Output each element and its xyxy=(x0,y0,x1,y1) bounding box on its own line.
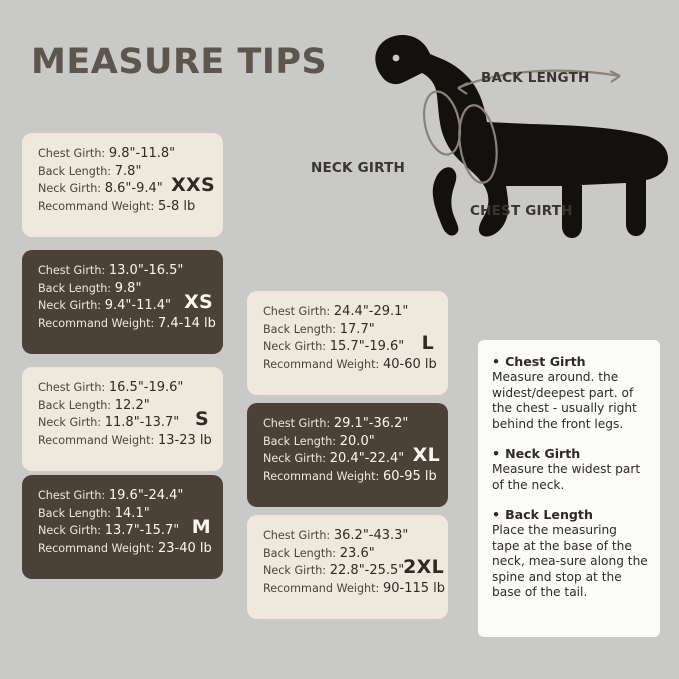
value-neck: 15.7"-19.6" xyxy=(329,339,405,354)
size-badge-2xl: 2XL xyxy=(403,556,444,578)
value-chest: 29.1"-36.2" xyxy=(333,416,409,431)
value-neck: 8.6"-9.4" xyxy=(104,181,163,196)
value-neck: 13.7"-15.7" xyxy=(104,523,180,538)
value-back: 9.8" xyxy=(114,280,142,296)
size-card-s[interactable] xyxy=(22,367,223,471)
page-title: MEASURE TIPS xyxy=(31,42,328,82)
measure-notes-panel xyxy=(478,340,660,637)
field-label-chest: Chest Girth: xyxy=(38,147,106,160)
value-weight: 13-23 lb xyxy=(157,432,212,448)
note-neck-girth-heading xyxy=(492,446,648,461)
value-weight: 5-8 lb xyxy=(157,198,196,214)
size-card-2xl[interactable] xyxy=(247,515,448,619)
value-chest: 13.0"-16.5" xyxy=(108,263,184,278)
value-neck: 22.8"-25.5" xyxy=(329,563,405,578)
note-neck-girth xyxy=(492,446,648,493)
value-neck: 20.4"-22.4" xyxy=(329,451,405,466)
value-weight: 40-60 lb xyxy=(382,356,437,372)
field-label-back: Back Length: xyxy=(38,398,112,412)
back-length-arrow-right xyxy=(610,71,620,82)
size-badge-l: L xyxy=(421,332,434,354)
size-badge-xxs: XXS xyxy=(171,174,215,196)
field-label-chest: Chest Girth: xyxy=(38,489,106,502)
value-chest: 36.2"-43.3" xyxy=(333,528,409,543)
value-neck: 9.4"-11.4" xyxy=(104,298,172,313)
size-card-xs[interactable] xyxy=(22,250,223,354)
value-back: 12.2" xyxy=(114,397,150,413)
size-card-m[interactable] xyxy=(22,475,223,579)
size-card-xl[interactable] xyxy=(247,403,448,507)
value-chest: 19.6"-24.4" xyxy=(108,488,184,503)
size-card-l[interactable] xyxy=(247,291,448,395)
field-label-neck: Neck Girth: xyxy=(263,340,327,353)
note-back-length xyxy=(492,507,648,601)
field-label-weight: Recommand Weight: xyxy=(38,541,155,555)
size-badge-s: S xyxy=(195,408,209,430)
field-label-chest: Chest Girth: xyxy=(38,381,106,394)
note-back-length-title: Back Length xyxy=(505,507,593,522)
field-label-weight: Recommand Weight: xyxy=(38,433,155,447)
value-back: 17.7" xyxy=(339,321,375,337)
field-label-chest: Chest Girth: xyxy=(263,529,331,542)
field-label-neck: Neck Girth: xyxy=(38,524,102,537)
field-label-chest: Chest Girth: xyxy=(38,264,106,277)
bullet-icon: • xyxy=(492,446,501,461)
dog-eye xyxy=(393,55,400,62)
value-back: 7.8" xyxy=(114,163,142,179)
note-neck-girth-text: Measure the widest part of the neck. xyxy=(492,462,641,492)
note-chest-girth-text: Measure around. the widest/deepest part. of the chest - usually right behind the front legs. xyxy=(492,370,637,431)
value-back: 14.1" xyxy=(114,505,150,521)
note-chest-girth xyxy=(492,354,648,432)
note-chest-girth-heading xyxy=(492,354,648,369)
field-label-back: Back Length: xyxy=(263,322,337,336)
dog-diagram xyxy=(330,28,679,258)
label-neck-girth: NECK GIRTH xyxy=(311,160,405,176)
size-badge-m: M xyxy=(191,516,211,538)
field-label-chest: Chest Girth: xyxy=(263,417,331,430)
value-weight: 90-115 lb xyxy=(382,580,446,596)
field-label-weight: Recommand Weight: xyxy=(263,581,380,595)
note-back-length-text: Place the measuring tape at the base of the neck, mea-sure along the spine and stop at the base of the tail. xyxy=(492,523,648,599)
value-neck: 11.8"-13.7" xyxy=(104,415,180,430)
value-chest: 16.5"-19.6" xyxy=(108,380,184,395)
field-label-weight: Recommand Weight: xyxy=(263,469,380,483)
value-back: 23.6" xyxy=(339,545,375,561)
field-label-neck: Neck Girth: xyxy=(38,182,102,195)
field-label-neck: Neck Girth: xyxy=(263,452,327,465)
size-badge-xl: XL xyxy=(412,444,440,466)
field-label-weight: Recommand Weight: xyxy=(38,199,155,213)
field-label-neck: Neck Girth: xyxy=(38,416,102,429)
label-chest-girth: CHEST GIRTH xyxy=(470,203,573,219)
value-chest: 24.4"-29.1" xyxy=(333,304,409,319)
field-label-back: Back Length: xyxy=(263,546,337,560)
field-label-neck: Neck Girth: xyxy=(263,564,327,577)
value-weight: 60-95 lb xyxy=(382,468,437,484)
label-back-length: BACK LENGTH xyxy=(481,70,590,86)
note-neck-girth-title: Neck Girth xyxy=(505,446,581,461)
field-label-back: Back Length: xyxy=(263,434,337,448)
bullet-icon: • xyxy=(492,507,501,522)
bullet-icon: • xyxy=(492,354,501,369)
field-label-back: Back Length: xyxy=(38,281,112,295)
value-back: 20.0" xyxy=(339,433,375,449)
field-label-neck: Neck Girth: xyxy=(38,299,102,312)
field-label-weight: Recommand Weight: xyxy=(38,316,155,330)
field-label-back: Back Length: xyxy=(38,506,112,520)
note-back-length-heading xyxy=(492,507,648,522)
value-weight: 7.4-14 lb xyxy=(157,315,216,331)
field-label-chest: Chest Girth: xyxy=(263,305,331,318)
note-chest-girth-title: Chest Girth xyxy=(505,354,586,369)
value-chest: 9.8"-11.8" xyxy=(108,146,176,161)
value-weight: 23-40 lb xyxy=(157,540,212,556)
size-badge-xs: XS xyxy=(184,291,213,313)
size-card-xxs[interactable] xyxy=(22,133,223,237)
field-label-back: Back Length: xyxy=(38,164,112,178)
field-label-weight: Recommand Weight: xyxy=(263,357,380,371)
